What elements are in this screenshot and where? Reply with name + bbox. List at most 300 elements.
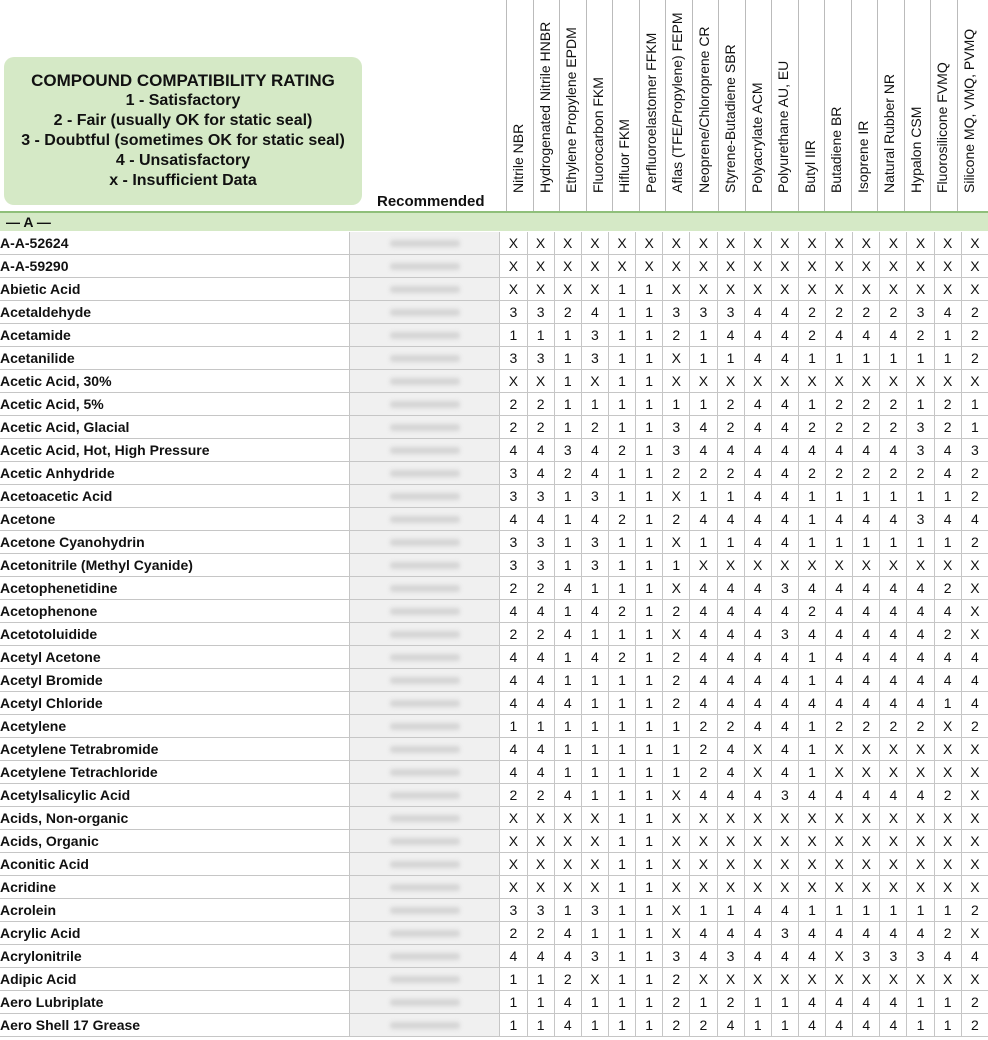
rating-cell: X [880, 807, 907, 830]
rating-cell: X [771, 232, 798, 255]
section-header-a [0, 211, 988, 231]
rating-cell: 4 [798, 439, 825, 462]
rating-cell: X [934, 370, 961, 393]
compound-name: Acetyl Chloride [0, 692, 349, 715]
compound-name: Acetylsalicylic Acid [0, 784, 349, 807]
rating-cell: X [554, 278, 581, 301]
rating-cell: X [690, 807, 717, 830]
rating-cell: 4 [554, 1014, 581, 1037]
compound-name: Acetylene Tetrabromide [0, 738, 349, 761]
rating-cell: 4 [798, 784, 825, 807]
compound-name: Acetaldehyde [0, 301, 349, 324]
table-row [0, 991, 988, 1014]
rating-cell: 1 [636, 968, 663, 991]
rating-cell: 1 [608, 784, 635, 807]
rating-cell: X [826, 738, 853, 761]
rating-cell: X [934, 807, 961, 830]
column-header-label: Perfluoroelastomer FFKM [642, 32, 659, 193]
blurred-value [390, 746, 460, 753]
column-header-label: Butadiene BR [828, 106, 845, 193]
column-header [533, 0, 560, 211]
rating-cell: 4 [826, 646, 853, 669]
rating-cell: X [744, 853, 771, 876]
rating-cell: 1 [608, 669, 635, 692]
rating-cell: X [853, 968, 880, 991]
rating-cell: 1 [527, 968, 554, 991]
rating-cell: 1 [608, 577, 635, 600]
blurred-value [390, 677, 460, 684]
rating-cell: 4 [826, 324, 853, 347]
rating-cell: X [934, 761, 961, 784]
blurred-value [390, 884, 460, 891]
rating-cell: 1 [934, 347, 961, 370]
rating-cell: X [581, 232, 608, 255]
rating-cell: X [907, 968, 934, 991]
rating-cell: 4 [771, 761, 798, 784]
rating-cell: 4 [690, 600, 717, 623]
rating-cell: 4 [527, 669, 554, 692]
rating-cell: 3 [500, 347, 527, 370]
column-divider [745, 0, 746, 211]
rating-cell: 2 [500, 623, 527, 646]
compound-name: A-A-59290 [0, 255, 349, 278]
rating-cell: X [527, 278, 554, 301]
rating-cell: 2 [663, 600, 690, 623]
rating-cell: 4 [771, 899, 798, 922]
rating-cell: X [826, 278, 853, 301]
rating-cell: 2 [798, 462, 825, 485]
rating-cell: 4 [581, 508, 608, 531]
rating-cell: X [771, 370, 798, 393]
rating-cell: 1 [527, 991, 554, 1014]
rating-cell: 1 [581, 991, 608, 1014]
column-header [586, 0, 613, 211]
rating-cell: X [527, 876, 554, 899]
rating-cell: 1 [500, 715, 527, 738]
rating-cell: 4 [581, 600, 608, 623]
rating-cell: X [880, 232, 907, 255]
rating-cell: X [934, 968, 961, 991]
rating-cell: 1 [636, 508, 663, 531]
rating-cell: 4 [798, 991, 825, 1014]
table-row [0, 876, 988, 899]
recommended-compound-cell [349, 347, 500, 370]
rating-cell: 4 [744, 416, 771, 439]
rating-cell: 1 [961, 393, 988, 416]
rating-cell: 4 [771, 416, 798, 439]
compound-name: Aero Lubriplate [0, 991, 349, 1014]
rating-cell: 4 [690, 439, 717, 462]
rating-cell: X [907, 807, 934, 830]
rating-cell: 1 [608, 876, 635, 899]
rating-cell: 4 [771, 945, 798, 968]
rating-cell: 2 [663, 508, 690, 531]
rating-cell: 4 [826, 1014, 853, 1037]
rating-cell: 1 [636, 899, 663, 922]
rating-cell: 3 [527, 485, 554, 508]
rating-cell: X [961, 968, 988, 991]
rating-cell: 1 [608, 393, 635, 416]
rating-cell: 1 [636, 692, 663, 715]
rating-cell: X [663, 531, 690, 554]
rating-cell: X [880, 255, 907, 278]
rating-cell: 3 [527, 347, 554, 370]
blurred-value [390, 999, 460, 1006]
blurred-value [390, 700, 460, 707]
rating-cell: 1 [608, 485, 635, 508]
column-header-label: Silicone MQ, VMQ, PVMQ [960, 28, 977, 193]
column-divider [824, 0, 825, 211]
legend-title: COMPOUND COMPATIBILITY RATING [31, 71, 335, 90]
rating-cell: 2 [527, 922, 554, 945]
rating-cell: 1 [880, 485, 907, 508]
rating-cell: 4 [880, 784, 907, 807]
rating-cell: 4 [744, 945, 771, 968]
column-header-label: Isoprene IR [854, 120, 871, 193]
rating-cell: X [826, 761, 853, 784]
rating-cell: 4 [690, 416, 717, 439]
rating-cell: 1 [636, 347, 663, 370]
rating-cell: 3 [527, 554, 554, 577]
rating-cell: X [581, 255, 608, 278]
rating-cell: 4 [717, 577, 744, 600]
rating-cell: 4 [934, 646, 961, 669]
rating-cell: X [717, 876, 744, 899]
rating-cell: X [853, 853, 880, 876]
rating-cell: X [771, 278, 798, 301]
rating-cell: X [581, 876, 608, 899]
rating-cell: 4 [500, 600, 527, 623]
table-row [0, 669, 988, 692]
rating-cell: 4 [934, 600, 961, 623]
rating-cell: 4 [880, 508, 907, 531]
rating-cell: 3 [500, 462, 527, 485]
rating-cell: X [907, 278, 934, 301]
rating-cell: 4 [581, 301, 608, 324]
rating-cell: 2 [934, 577, 961, 600]
rating-cell: 1 [853, 347, 880, 370]
rating-cell: X [961, 577, 988, 600]
column-divider [771, 0, 772, 211]
rating-cell: 1 [608, 692, 635, 715]
blurred-value [390, 608, 460, 615]
rating-cell: 1 [798, 715, 825, 738]
rating-cell: 1 [554, 600, 581, 623]
table-row [0, 232, 988, 255]
rating-cell: 4 [717, 692, 744, 715]
compound-name: Acetylene Tetrachloride [0, 761, 349, 784]
column-header-label: Hifluor FKM [616, 119, 633, 193]
rating-cell: 1 [608, 347, 635, 370]
rating-cell: 2 [527, 784, 554, 807]
rating-cell: 1 [636, 370, 663, 393]
rating-cell: 2 [961, 324, 988, 347]
rating-cell: 1 [636, 554, 663, 577]
rating-cell: X [663, 784, 690, 807]
section-label: — A — [6, 214, 51, 230]
blurred-value [390, 493, 460, 500]
rating-cell: 4 [744, 715, 771, 738]
rating-cell: 1 [717, 899, 744, 922]
rating-cell: X [798, 370, 825, 393]
rating-cell: X [907, 255, 934, 278]
rating-cell: X [961, 784, 988, 807]
rating-cell: X [934, 876, 961, 899]
rating-cell: 1 [636, 531, 663, 554]
rating-cell: 1 [554, 738, 581, 761]
recommended-compound-cell [349, 278, 500, 301]
rating-cell: X [717, 255, 744, 278]
column-header [930, 0, 957, 211]
recommended-compound-cell [349, 439, 500, 462]
column-header [798, 0, 825, 211]
rating-cell: 1 [717, 485, 744, 508]
rating-cell: X [717, 968, 744, 991]
legend-line-satisfactory: 1 - Satisfactory [125, 92, 241, 109]
blurred-value [390, 562, 460, 569]
table-row [0, 531, 988, 554]
column-header-label: Hydrogenated Nitrile HNBR [536, 21, 553, 193]
rating-cell: 4 [690, 577, 717, 600]
column-header-label: Butyl IIR [801, 140, 818, 193]
rating-cell: X [500, 830, 527, 853]
recommended-compound-cell [349, 531, 500, 554]
rating-cell: 1 [608, 945, 635, 968]
rating-cell: X [500, 876, 527, 899]
rating-cell: X [636, 255, 663, 278]
rating-cell: 2 [663, 324, 690, 347]
rating-cell: X [581, 830, 608, 853]
rating-legend [4, 57, 362, 205]
rating-cell: 4 [934, 508, 961, 531]
rating-cell: X [798, 255, 825, 278]
column-header-label: Hypalon CSM [907, 106, 924, 193]
rating-cell: 4 [826, 508, 853, 531]
rating-cell: 1 [554, 416, 581, 439]
rating-cell: 2 [798, 324, 825, 347]
rating-cell: X [690, 232, 717, 255]
compound-name: Acetyl Bromide [0, 669, 349, 692]
rating-cell: 1 [934, 485, 961, 508]
rating-cell: X [690, 853, 717, 876]
rating-cell: 1 [636, 830, 663, 853]
compound-name: Abietic Acid [0, 278, 349, 301]
rating-cell: 1 [581, 669, 608, 692]
recommended-header: Recommended [377, 193, 485, 210]
recommended-compound-cell [349, 370, 500, 393]
rating-cell: 4 [690, 945, 717, 968]
table-row [0, 646, 988, 669]
rating-cell: 2 [961, 899, 988, 922]
rating-cell: X [798, 830, 825, 853]
blurred-value [390, 631, 460, 638]
rating-cell: 4 [826, 577, 853, 600]
rating-cell: X [880, 278, 907, 301]
rating-cell: X [826, 876, 853, 899]
rating-cell: X [717, 232, 744, 255]
rating-cell: 4 [880, 439, 907, 462]
rating-cell: X [581, 968, 608, 991]
rating-cell: X [581, 807, 608, 830]
rating-cell: 2 [663, 1014, 690, 1037]
compound-name: Acetonitrile (Methyl Cyanide) [0, 554, 349, 577]
rating-cell: 2 [853, 462, 880, 485]
rating-cell: X [853, 232, 880, 255]
column-header [745, 0, 772, 211]
rating-cell: 4 [744, 577, 771, 600]
rating-cell: 1 [798, 347, 825, 370]
rating-cell: 2 [853, 715, 880, 738]
rating-cell: 1 [826, 531, 853, 554]
rating-cell: 4 [744, 439, 771, 462]
rating-cell: 4 [798, 1014, 825, 1037]
column-header [665, 0, 692, 211]
rating-cell: X [907, 853, 934, 876]
rating-cell: 3 [717, 301, 744, 324]
rating-cell: 4 [554, 922, 581, 945]
column-divider [718, 0, 719, 211]
rating-cell: 4 [554, 577, 581, 600]
rating-cell: 2 [663, 669, 690, 692]
rating-cell: 3 [771, 784, 798, 807]
rating-cell: X [554, 232, 581, 255]
rating-cell: X [771, 830, 798, 853]
rating-cell: X [961, 853, 988, 876]
rating-cell: X [934, 554, 961, 577]
rating-cell: 4 [717, 508, 744, 531]
rating-cell: 2 [907, 715, 934, 738]
rating-cell: 1 [608, 462, 635, 485]
rating-cell: 4 [771, 393, 798, 416]
rating-cell: 4 [826, 669, 853, 692]
compound-name: Acetophenone [0, 600, 349, 623]
rating-cell: 4 [961, 945, 988, 968]
rating-cell: 2 [934, 623, 961, 646]
rating-cell: X [771, 255, 798, 278]
rating-cell: X [934, 232, 961, 255]
rating-cell: 2 [826, 462, 853, 485]
rating-cell: 4 [826, 600, 853, 623]
recommended-compound-cell [349, 853, 500, 876]
rating-cell: X [798, 554, 825, 577]
rating-cell: X [663, 876, 690, 899]
rating-cell: 1 [798, 531, 825, 554]
rating-cell: X [663, 232, 690, 255]
table-row [0, 324, 988, 347]
rating-cell: X [880, 968, 907, 991]
rating-cell: 1 [744, 991, 771, 1014]
recommended-compound-cell [349, 899, 500, 922]
rating-cell: X [961, 807, 988, 830]
blurred-value [390, 263, 460, 270]
rating-cell: 1 [500, 991, 527, 1014]
rating-cell: X [663, 830, 690, 853]
rating-cell: 4 [853, 922, 880, 945]
rating-cell: 3 [500, 531, 527, 554]
table-row [0, 784, 988, 807]
rating-cell: X [880, 761, 907, 784]
column-divider [506, 0, 507, 211]
rating-cell: 4 [771, 531, 798, 554]
blurred-value [390, 1022, 460, 1029]
rating-cell: X [961, 922, 988, 945]
rating-cell: 2 [853, 416, 880, 439]
rating-cell: X [717, 830, 744, 853]
rating-cell: 4 [853, 600, 880, 623]
rating-cell: 1 [798, 738, 825, 761]
rating-cell: 2 [527, 393, 554, 416]
rating-cell: 4 [853, 623, 880, 646]
rating-cell: X [500, 370, 527, 393]
rating-cell: 4 [581, 462, 608, 485]
rating-cell: 1 [608, 623, 635, 646]
recommended-compound-cell [349, 738, 500, 761]
rating-cell: X [880, 554, 907, 577]
column-header-label: Fluorosilicone FVMQ [934, 62, 951, 193]
compound-name: Acetone [0, 508, 349, 531]
rating-cell: X [608, 255, 635, 278]
rating-cell: 1 [798, 669, 825, 692]
rating-cell: 1 [880, 531, 907, 554]
rating-cell: 3 [880, 945, 907, 968]
recommended-compound-cell [349, 876, 500, 899]
rating-cell: 4 [853, 508, 880, 531]
rating-cell: 4 [880, 577, 907, 600]
rating-cell: X [527, 255, 554, 278]
rating-cell: 2 [826, 715, 853, 738]
recommended-compound-cell [349, 462, 500, 485]
rating-cell: 1 [608, 278, 635, 301]
rating-cell: 1 [554, 347, 581, 370]
rating-cell: 1 [853, 531, 880, 554]
rating-cell: X [826, 232, 853, 255]
rating-cell: 1 [581, 761, 608, 784]
rating-cell: 3 [500, 301, 527, 324]
rating-cell: 1 [608, 899, 635, 922]
compound-name: Acids, Organic [0, 830, 349, 853]
rating-cell: 4 [744, 324, 771, 347]
rating-cell: X [961, 761, 988, 784]
rating-cell: 1 [554, 370, 581, 393]
rating-cell: 4 [798, 922, 825, 945]
rating-cell: X [690, 968, 717, 991]
rating-cell: X [798, 853, 825, 876]
rating-cell: 2 [500, 393, 527, 416]
rating-cell: 1 [934, 899, 961, 922]
column-divider [930, 0, 931, 211]
blurred-value [390, 447, 460, 454]
compound-name: Acetic Acid, 30% [0, 370, 349, 393]
rating-cell: 3 [961, 439, 988, 462]
rating-cell: X [690, 255, 717, 278]
rating-cell: 2 [826, 416, 853, 439]
rating-cell: X [744, 876, 771, 899]
rating-cell: 1 [744, 1014, 771, 1037]
rating-cell: 1 [636, 853, 663, 876]
rating-cell: 1 [771, 1014, 798, 1037]
rating-cell: 1 [880, 899, 907, 922]
rating-cell: 4 [500, 692, 527, 715]
blurred-value [390, 539, 460, 546]
rating-cell: 4 [717, 669, 744, 692]
rating-cell: 3 [771, 922, 798, 945]
recommended-compound-cell [349, 784, 500, 807]
rating-cell: 4 [798, 945, 825, 968]
rating-cell: 1 [636, 784, 663, 807]
recommended-compound-cell [349, 393, 500, 416]
rating-cell: 1 [907, 991, 934, 1014]
rating-cell: X [907, 876, 934, 899]
